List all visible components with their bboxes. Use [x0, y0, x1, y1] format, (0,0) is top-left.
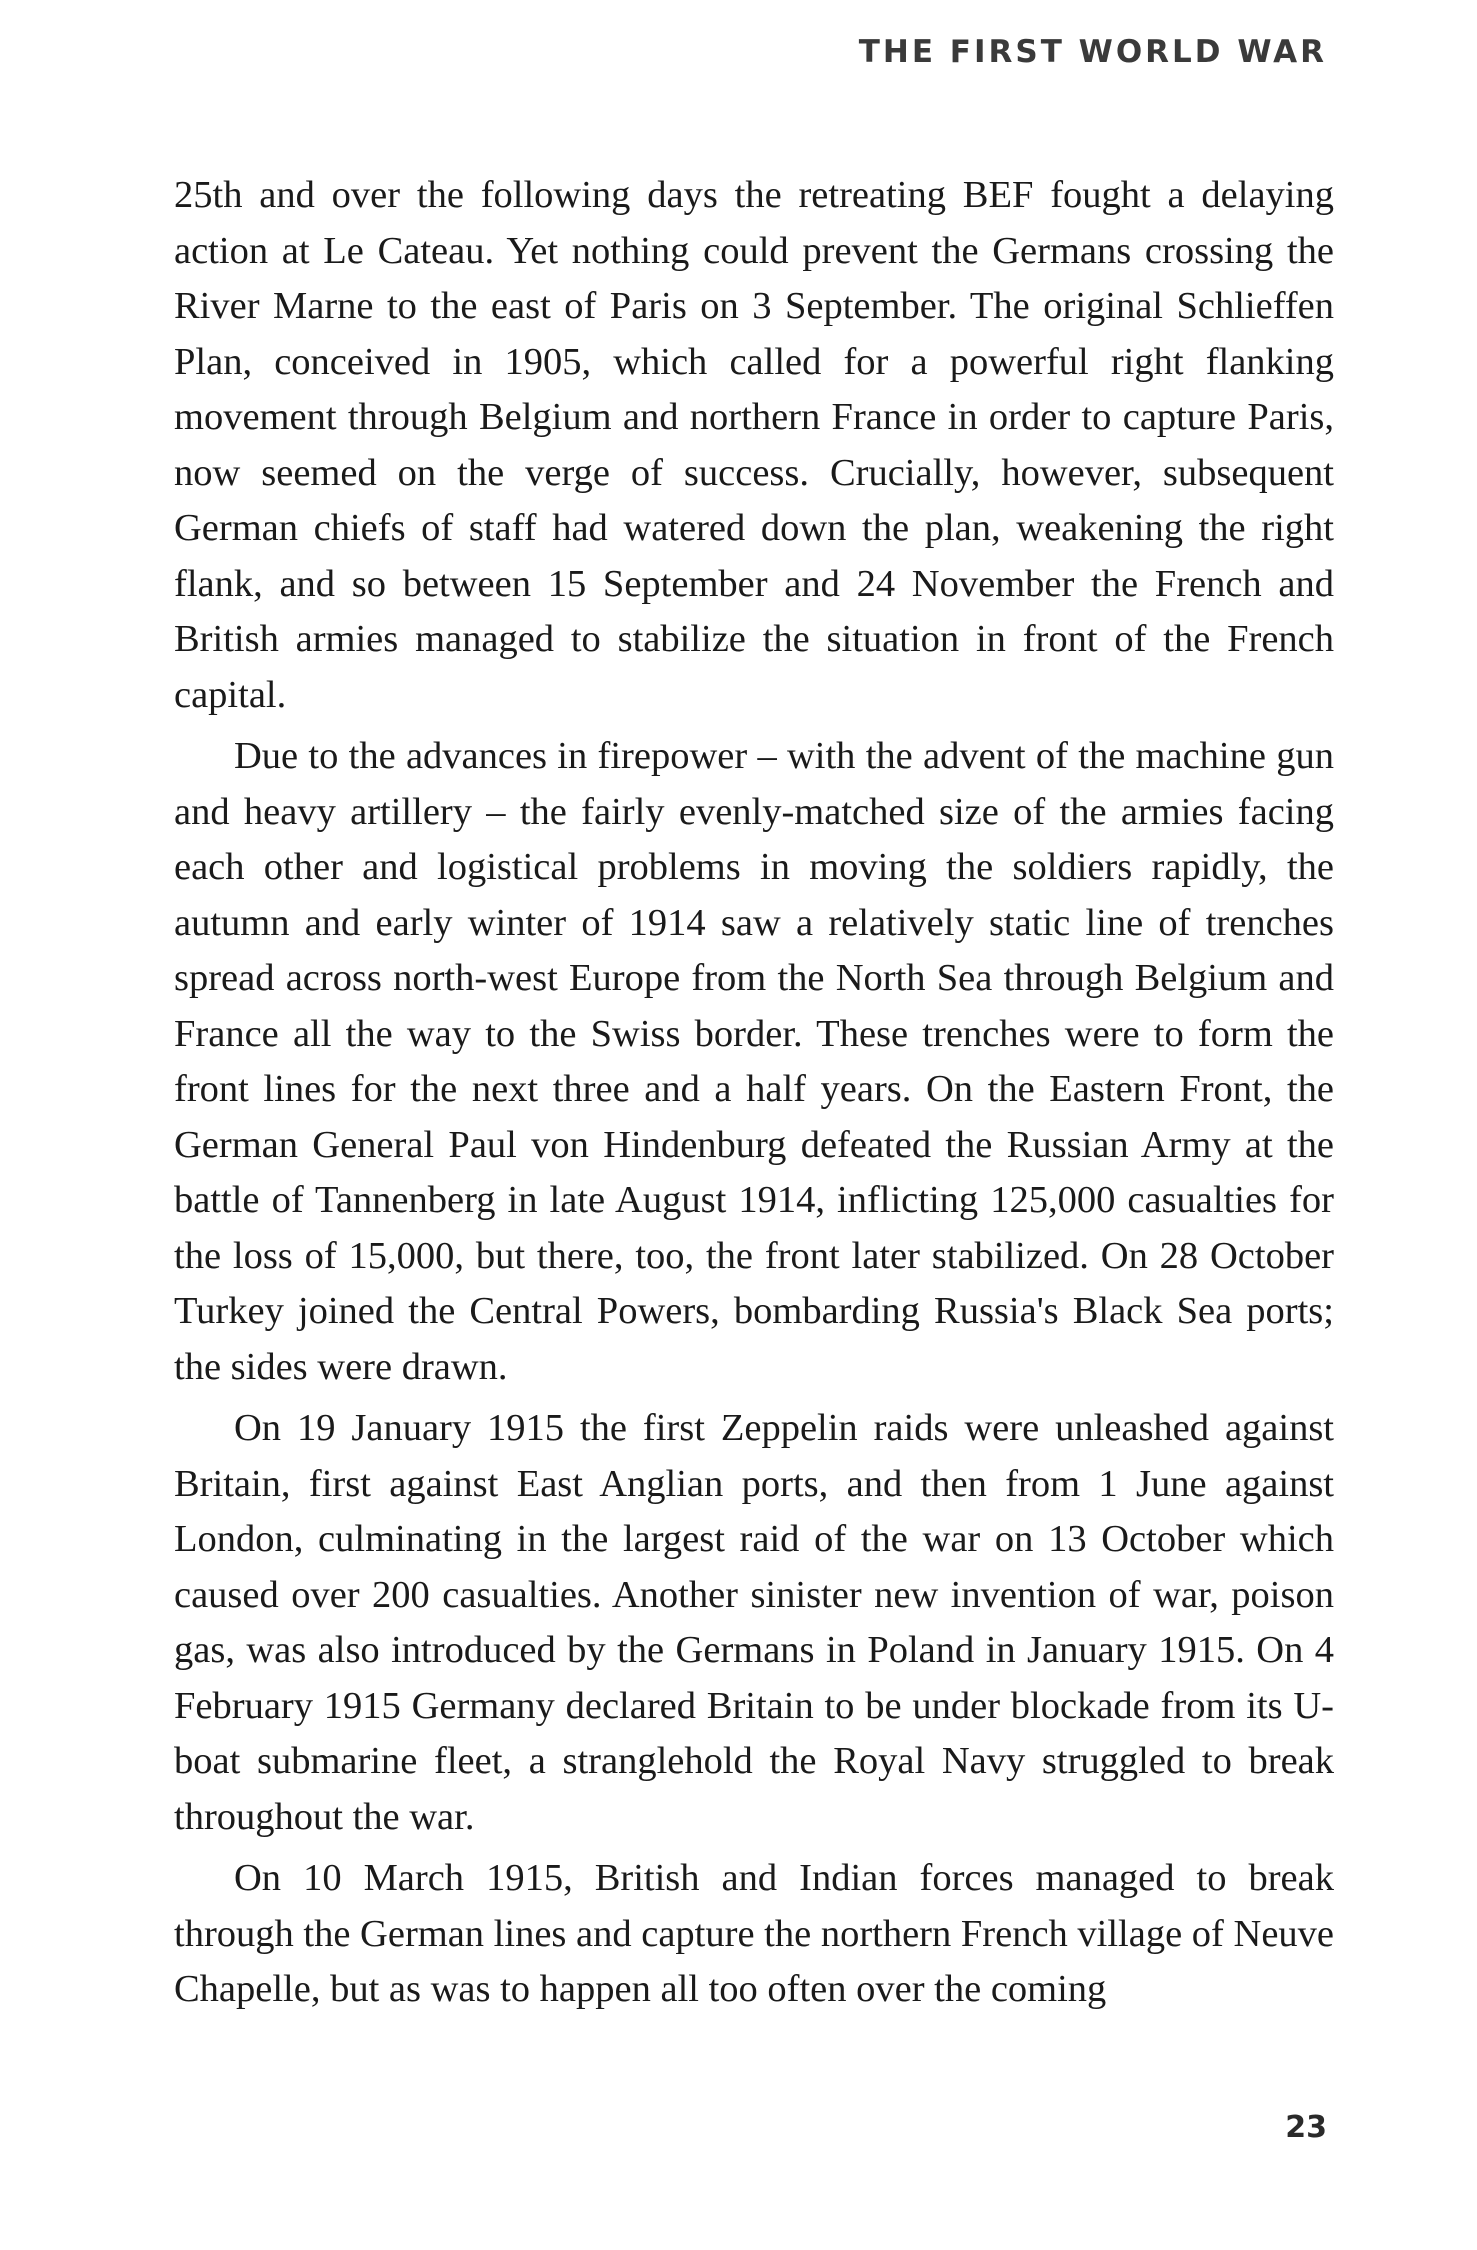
paragraph-4: On 10 March 1915, British and Indian forces managed to break through the German lines and capture the northern French village of Neuve Chapelle, but as was to happen all too often over the coming — [174, 1857, 1334, 2010]
body-text — [174, 168, 1334, 2018]
paragraph-2: Due to the advances in firepower – with the advent of the machine gun and heavy artillery – the fairly evenly-matched size of the armies facing each other and logistical problems in moving the soldiers rapidly, the autumn and early winter of 1914 saw a relatively static line of trenches spread across north-west Europe from the North Sea through Belgium and France all the way to the Swiss border. These trenches were to form the front lines for the next three and a half years. On the Eastern Front, the German General Paul von Hindenburg defeated the Russian Army at the battle of Tannenberg in late August 1914, inflicting 125,000 casualties for the loss of 15,000, but there, too, the front later stabilized. On 28 October Turkey joined the Central Powers, bombarding Russia's Black Sea ports; the sides were drawn. — [174, 735, 1334, 1388]
paragraph-1: 25th and over the following days the retreating BEF fought a delaying action at Le Cateau. Yet nothing could prevent the Germans crossing the River Marne to the east of Paris on 3 September. The original Schlieffen Plan, conceived in 1905, which called for a powerful right flanking movement through Belgium and northern France in order to capture Paris, now seemed on the verge of success. Crucially, however, subsequent German chiefs of staff had watered down the plan, weakening the right flank, and so between 15 September and 24 November the French and British armies managed to stabilize the situation in front of the French capital. — [174, 174, 1334, 716]
paragraph-3: On 19 January 1915 the first Zeppelin raids were unleashed against Britain, first against East Anglian ports, and then from 1 June against London, culminating in the largest raid of the war on 13 October which caused over 200 casualties. Another sinister new invention of war, poison gas, was also introduced by the Germans in Poland in January 1915. On 4 February 1915 Germany declared Britain to be under blockade from its U-boat submarine fleet, a stranglehold the Royal Navy struggled to break throughout the war. — [174, 1407, 1334, 1838]
page-number: 23 — [1285, 2110, 1327, 2145]
running-header-title: THE FIRST WORLD WAR — [858, 34, 1327, 70]
